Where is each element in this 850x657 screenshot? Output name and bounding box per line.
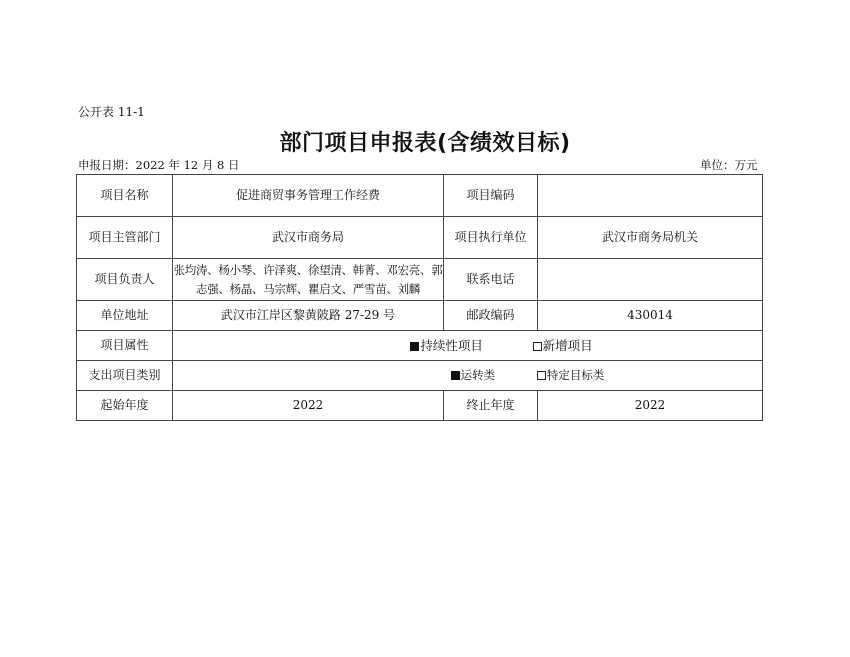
project-form-table (76, 174, 763, 421)
leader-line-2: 志强、杨晶、马宗辉、瞿启文、严雪苗、刘麟 (196, 281, 420, 296)
leader-line-1: 张均涛、杨小琴、许泽爽、徐望清、韩菁、邓宏亮、郭 (173, 262, 443, 277)
option-label: 运转类 (460, 368, 496, 382)
end-year-label: 终止年度 (444, 391, 538, 421)
checked-box-icon (451, 371, 460, 380)
end-year-value: 2022 (538, 391, 763, 421)
start-year-label: 起始年度 (77, 391, 173, 421)
attribute-option-new[interactable] (533, 337, 593, 354)
table-row (77, 391, 763, 421)
category-option-special[interactable] (537, 367, 605, 384)
start-year-value: 2022 (173, 391, 444, 421)
leader-value (173, 259, 444, 301)
page-title: 部门项目申报表(含绩效目标) (279, 131, 571, 156)
phone-label: 联系电话 (444, 259, 538, 301)
exec-unit-label: 项目执行单位 (444, 217, 538, 259)
attribute-options (173, 331, 763, 361)
table-row (77, 331, 763, 361)
postcode-label: 邮政编码 (444, 301, 538, 331)
table-row (77, 301, 763, 331)
postcode-value: 430014 (538, 301, 763, 331)
table-row (77, 217, 763, 259)
dept-label: 项目主管部门 (77, 217, 173, 259)
unit-label: 单位：万元 (700, 158, 758, 172)
exec-unit-value: 武汉市商务局机关 (538, 217, 763, 259)
phone-value (538, 259, 763, 301)
unchecked-box-icon (537, 371, 546, 380)
dept-value: 武汉市商务局 (173, 217, 444, 259)
table-row (77, 259, 763, 301)
project-code-label: 项目编码 (444, 175, 538, 217)
table-row (77, 361, 763, 391)
form-number: 公开表 11-1 (78, 105, 145, 119)
category-label: 支出项目类别 (77, 361, 173, 391)
category-option-operation[interactable] (451, 367, 496, 384)
option-label: 新增项目 (542, 337, 593, 353)
option-label: 持续性项目 (420, 337, 483, 353)
table-row (77, 175, 763, 217)
project-name-value: 促进商贸事务管理工作经费 (173, 175, 444, 217)
attribute-label: 项目属性 (77, 331, 173, 361)
address-label: 单位地址 (77, 301, 173, 331)
option-label: 特定目标类 (546, 368, 605, 382)
unchecked-box-icon (533, 342, 542, 351)
declare-date: 申报日期：2022 年 12 月 8 日 (78, 158, 240, 172)
project-code-value (538, 175, 763, 217)
address-value: 武汉市江岸区黎黄陂路 27-29 号 (173, 301, 444, 331)
checked-box-icon (410, 342, 419, 351)
leader-label: 项目负责人 (77, 259, 173, 301)
project-name-label: 项目名称 (77, 175, 173, 217)
attribute-option-ongoing[interactable] (410, 337, 483, 354)
category-options (173, 361, 763, 391)
